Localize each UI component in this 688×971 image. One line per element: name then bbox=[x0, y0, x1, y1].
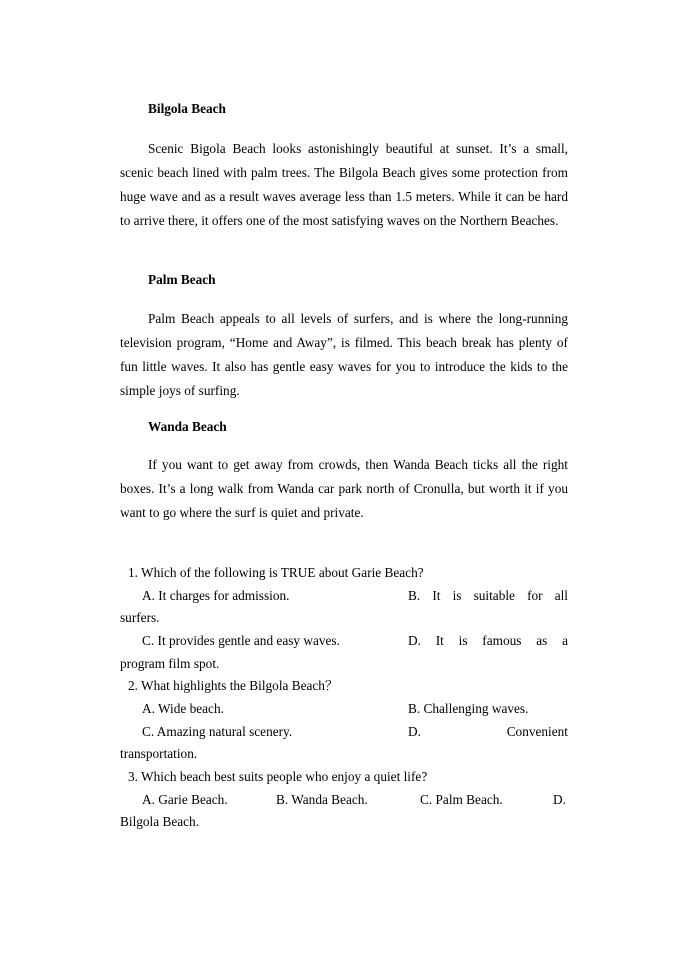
question-2-stem: 2. What highlights the Bilgola Beach？ bbox=[128, 678, 339, 693]
q2-option-d-wrap: transportation. bbox=[120, 746, 198, 761]
q2-option-b: B. Challenging waves. bbox=[408, 701, 529, 716]
question-1-stem: 1. Which of the following is TRUE about Garie Beach? bbox=[128, 565, 424, 580]
q2-option-c: C. Amazing natural scenery. bbox=[142, 724, 293, 739]
q1-option-a: A. It charges for admission. bbox=[142, 588, 290, 603]
section-title-bilgola: Bilgola Beach bbox=[148, 101, 226, 116]
q3-option-d-wrap: Bilgola Beach. bbox=[120, 814, 200, 829]
q3-option-a: A. Garie Beach. bbox=[142, 792, 228, 807]
q3-option-d: D. bbox=[553, 792, 566, 807]
section-body-palm: Palm Beach appeals to all levels of surfers, and is where the long-running television program, “Home and Away”, is filmed. This beach break has plenty of fun little waves. It also has gentle easy waves for you to introduce the kids to the simple joys of surfing. bbox=[120, 311, 568, 398]
q1-option-b-wrap: surfers. bbox=[120, 610, 160, 625]
q1-option-d: D. It is famous as a bbox=[408, 633, 568, 648]
section-title-wanda: Wanda Beach bbox=[148, 419, 227, 434]
section-body-bilgola: Scenic Bigola Beach looks astonishingly beautiful at sunset. It’s a small, scenic beach lined with palm trees. The Bilgola Beach gives some protection from huge wave and as a result waves average less than 1.5 meters. While it can be hard to arrive there, it offers one of the most satisfying waves on the Northern Beaches. bbox=[120, 141, 568, 228]
question-3-stem: 3. Which beach best suits people who enjoy a quiet life? bbox=[128, 769, 428, 784]
q2-option-d: D. Convenient bbox=[408, 724, 568, 739]
q1-option-b: B. It is suitable for all bbox=[408, 588, 568, 603]
q3-option-b: B. Wanda Beach. bbox=[276, 792, 368, 807]
q1-option-d-wrap: program film spot. bbox=[120, 656, 220, 671]
q2-option-a: A. Wide beach. bbox=[142, 701, 224, 716]
section-title-palm: Palm Beach bbox=[148, 272, 216, 287]
section-body-wanda: If you want to get away from crowds, then Wanda Beach ticks all the right boxes. It’s a long walk from Wanda car park north of Cronulla, but worth it if you want to go where the surf is quiet and private. bbox=[120, 457, 568, 520]
q1-option-c: C. It provides gentle and easy waves. bbox=[142, 633, 340, 648]
q3-option-c: C. Palm Beach. bbox=[420, 792, 503, 807]
